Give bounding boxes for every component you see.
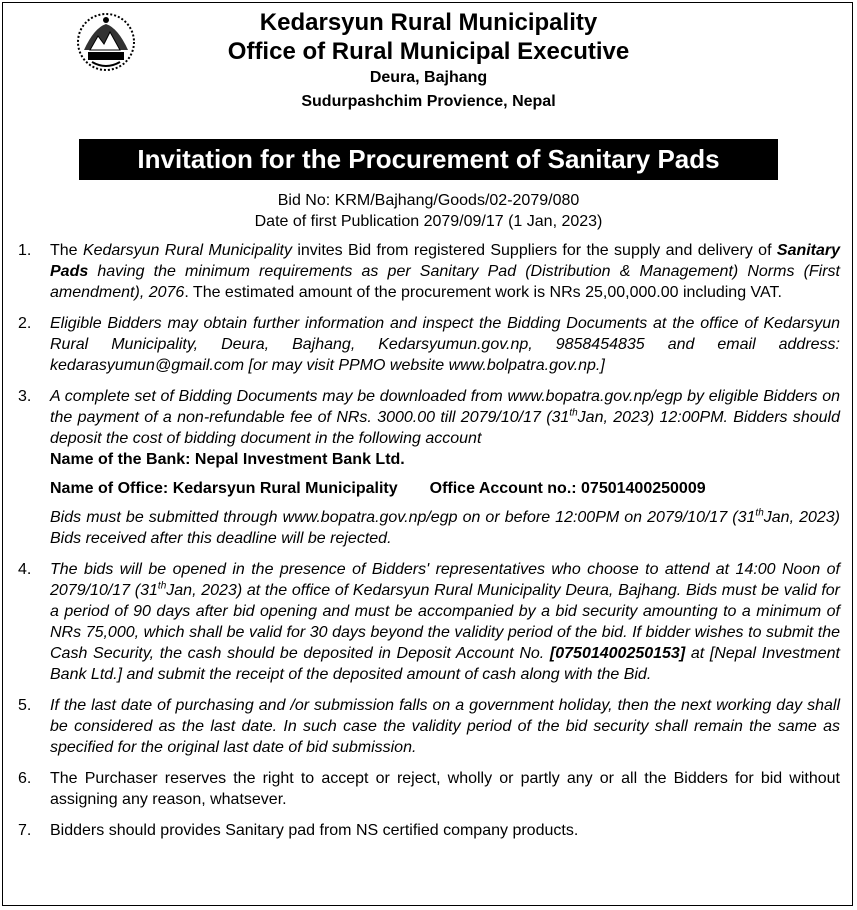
item-number: 6. xyxy=(18,770,32,787)
header xyxy=(0,8,857,114)
item-text: Eligible Bidders may obtain further information and inspect the Bidding Documents at the office of Kedarsyun Rural Municipality, Deura, Bajhang, Kedarsyumun.gov.np, 9858454835 and email address: kedarasyumun@gmail.com [or may visit PPMO website www.bolpatra.gov.np.] xyxy=(50,315,840,374)
bid-number: Bid No: KRM/Bajhang/Goods/02-2079/080 xyxy=(277,192,580,209)
item-text: Bidders should provides Sanitary pad from NS certified company products. xyxy=(50,822,579,839)
notice-title: Invitation for the Procurement of Sanitary Pads xyxy=(79,139,778,180)
item-number: 4. xyxy=(18,561,32,578)
bank-name: Name of the Bank: Nepal Investment Bank Ltd. xyxy=(50,451,405,468)
item-number: 5. xyxy=(18,697,32,714)
item-text: A complete set of Bidding Documents may be downloaded from www.bopatra.gov.np/egp by eligible Bidders on the payment of a non-refundable fee of NRs. 3000.00 till 2079/10/17 (31thJan, 2023) 12:00PM. Bidders should deposit the cost of bidding document in the following account Name of the Bank: Nepal Investment Bank Ltd. Name of Office: Kedarsyun Rural Municipality Office Account no.: 07501400250009 Bids must be submitted through www.bopatra.gov.np/egp on or before 12:00PM on 2079/10/17 (31thJan, 2023) Bids received after this deadline will be rejected. xyxy=(50,388,841,547)
item-number: 1. xyxy=(18,242,32,259)
publication-date: Date of first Publication 2079/09/17 (1 Jan, 2023) xyxy=(254,213,603,230)
list-item xyxy=(18,240,840,303)
list-item xyxy=(18,559,840,685)
list-item xyxy=(18,768,840,810)
office-name: Office of Rural Municipal Executive xyxy=(227,38,630,65)
item-number: 2. xyxy=(18,315,32,332)
list-item xyxy=(18,820,840,841)
list-item xyxy=(18,386,840,549)
item-text: If the last date of purchasing and /or submission falls on a government holiday, then the next working day shall be considered as the last date. In such case the validity period of the bid security shall remain the same as specified for the original last date of bid submission. xyxy=(50,697,840,756)
list-item xyxy=(18,313,840,376)
province-line: Sudurpashchim Provience, Nepal xyxy=(301,93,556,110)
address-line: Deura, Bajhang xyxy=(369,69,488,86)
bid-info xyxy=(0,190,857,232)
item-text: The Purchaser reserves the right to accept or reject, wholly or partly any or all the Bidders for bid without assigning any reason, whatsever. xyxy=(50,770,840,808)
item-text: The Kedarsyun Rural Municipality invites Bid from registered Suppliers for the supply and delivery of Sanitary Pads having the minimum requirements as per Sanitary Pad (Distribution & Management) Norms (First amendment), 2076. The estimated amount of the procurement work is NRs 25,00,000.00 including VAT. xyxy=(50,242,841,301)
item-number: 3. xyxy=(18,388,32,405)
item-number: 7. xyxy=(18,822,32,839)
municipality-name: Kedarsyun Rural Municipality xyxy=(259,9,598,36)
item-text: The bids will be opened in the presence of Bidders' representatives who choose to attend at 14:00 Noon of 2079/10/17 (31thJan, 2023) at the office of Kedarsyun Rural Municipality Deura, Bajhang. Bids must be valid for a period of 90 days after bid opening and must be accompanied by a bid security amounting to a minimum of NRs 75,000, which shall be valid for 30 days beyond the validity period of the bid. If bidder wishes to submit the Cash Security, the cash should be deposited in Deposit Account No. [07501400250153] at [Nepal Investment Bank Ltd.] and submit the receipt of the deposited amount of cash along with the Bid. xyxy=(50,561,841,683)
list-item xyxy=(18,695,840,758)
office-account-line: Name of Office: Kedarsyun Rural Municipality Office Account no.: 07501400250009 xyxy=(50,480,706,497)
notice-items xyxy=(18,240,840,851)
